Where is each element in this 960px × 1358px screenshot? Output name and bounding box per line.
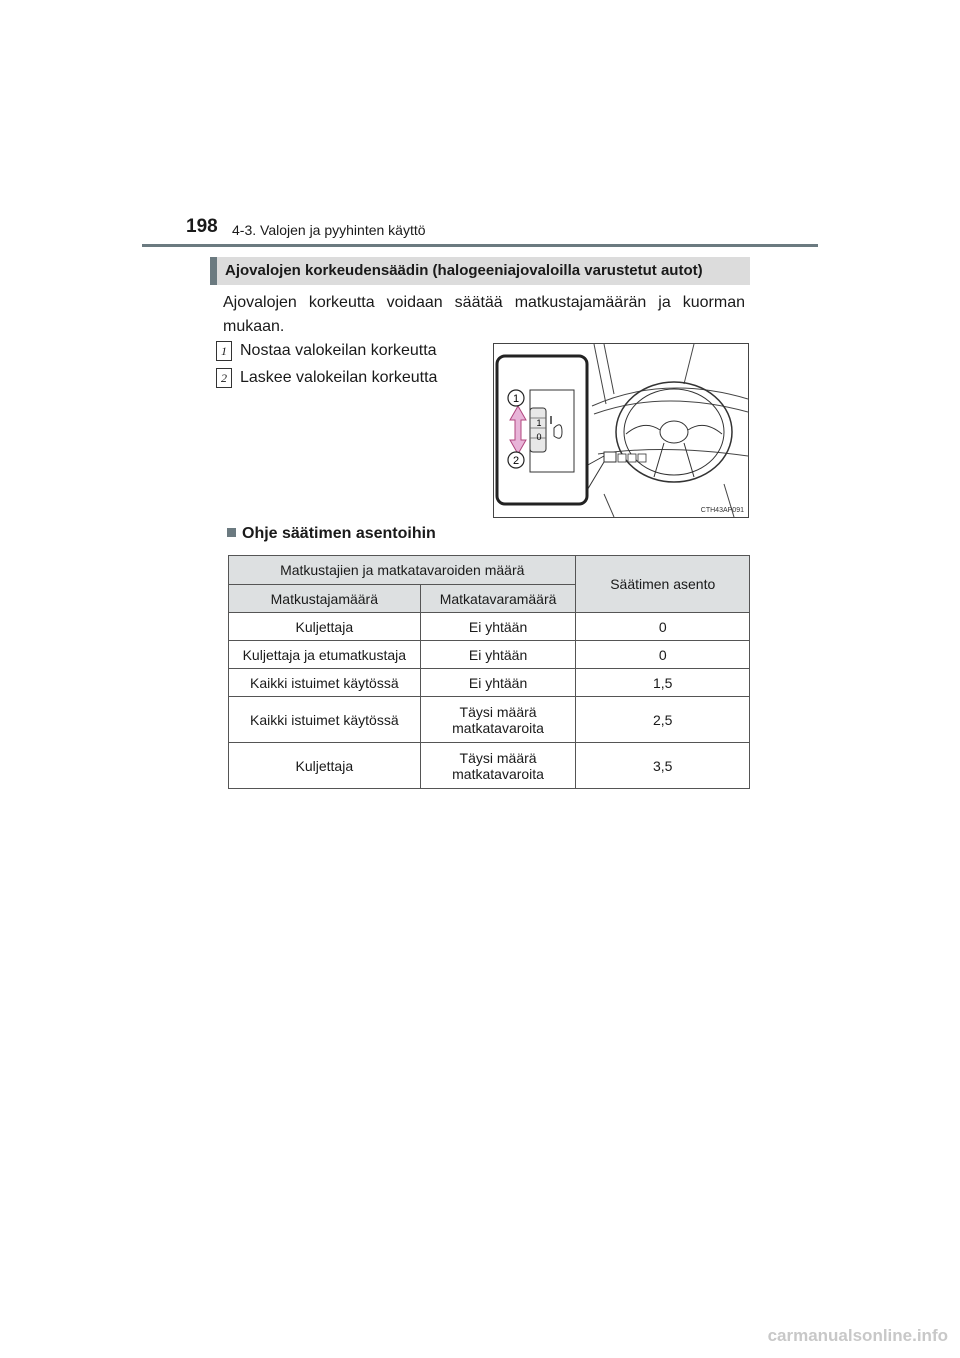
header-luggage: Matkatavaramäärä <box>420 585 576 613</box>
step-item-1 <box>216 341 437 361</box>
figure-code: CTH43AP091 <box>700 507 744 514</box>
dial-mark-top: 1 <box>536 418 542 428</box>
page-number: 198 <box>186 216 218 237</box>
headlight-leveling-figure <box>493 343 749 518</box>
cell-position: 2,5 <box>576 697 750 743</box>
header-group: Matkustajien ja matkatavaroiden määrä <box>229 556 576 585</box>
step-item-2 <box>216 368 437 388</box>
cell-position: 3,5 <box>576 743 750 789</box>
step-number: 1 <box>216 341 232 361</box>
header-passengers: Matkustajamäärä <box>229 585 421 613</box>
watermark: carmanualsonline.info <box>767 1326 948 1345</box>
cell-luggage: Ei yhtään <box>420 613 576 641</box>
section-label: 4-3. Valojen ja pyyhinten käyttö <box>232 222 426 238</box>
step-number: 2 <box>216 368 232 388</box>
cell-position: 1,5 <box>576 669 750 697</box>
step-text: Nostaa valokeilan korkeutta <box>240 342 437 359</box>
square-bullet-icon <box>227 528 236 537</box>
steering-hub <box>660 421 688 443</box>
table-row <box>229 613 750 641</box>
table-row <box>229 669 750 697</box>
cell-passengers: Kaikki istuimet käytössä <box>229 697 421 743</box>
header-position: Säätimen asento <box>576 556 750 613</box>
steering-wheel-outer <box>616 382 732 482</box>
switch-highlight <box>604 452 616 462</box>
cell-position: 0 <box>576 613 750 641</box>
cell-passengers: Kuljettaja <box>229 743 421 789</box>
header-rule <box>142 244 818 247</box>
dashboard-illustration <box>494 344 748 517</box>
cell-luggage: Ei yhtään <box>420 669 576 697</box>
table-row <box>229 743 750 789</box>
cell-passengers: Kuljettaja <box>229 613 421 641</box>
callout-2-label: 2 <box>512 455 520 467</box>
dial-mark-bottom: 0 <box>536 432 542 442</box>
intro-paragraph: Ajovalojen korkeutta voidaan säätää matkustajamäärän ja kuorman mukaan. <box>223 294 745 335</box>
table-row <box>229 697 750 743</box>
cell-position: 0 <box>576 641 750 669</box>
table-row <box>229 641 750 669</box>
subheading-text: Ohje säätimen asentoihin <box>242 525 436 542</box>
cell-luggage: Täysi määrä matkatavaroita <box>420 697 576 743</box>
callout-1-label: 1 <box>512 393 520 405</box>
cell-luggage: Täysi määrä matkatavaroita <box>420 743 576 789</box>
cell-passengers: Kaikki istuimet käytössä <box>229 669 421 697</box>
cell-luggage: Ei yhtään <box>420 641 576 669</box>
step-text: Laskee valokeilan korkeutta <box>240 369 438 386</box>
leveling-dial <box>530 408 546 452</box>
adjuster-position-table <box>228 555 750 789</box>
cell-passengers: Kuljettaja ja etumatkustaja <box>229 641 421 669</box>
subheading <box>227 525 436 543</box>
section-heading: Ajovalojen korkeudensäädin (halogeeniajovaloilla varustetut autot) <box>210 257 750 285</box>
